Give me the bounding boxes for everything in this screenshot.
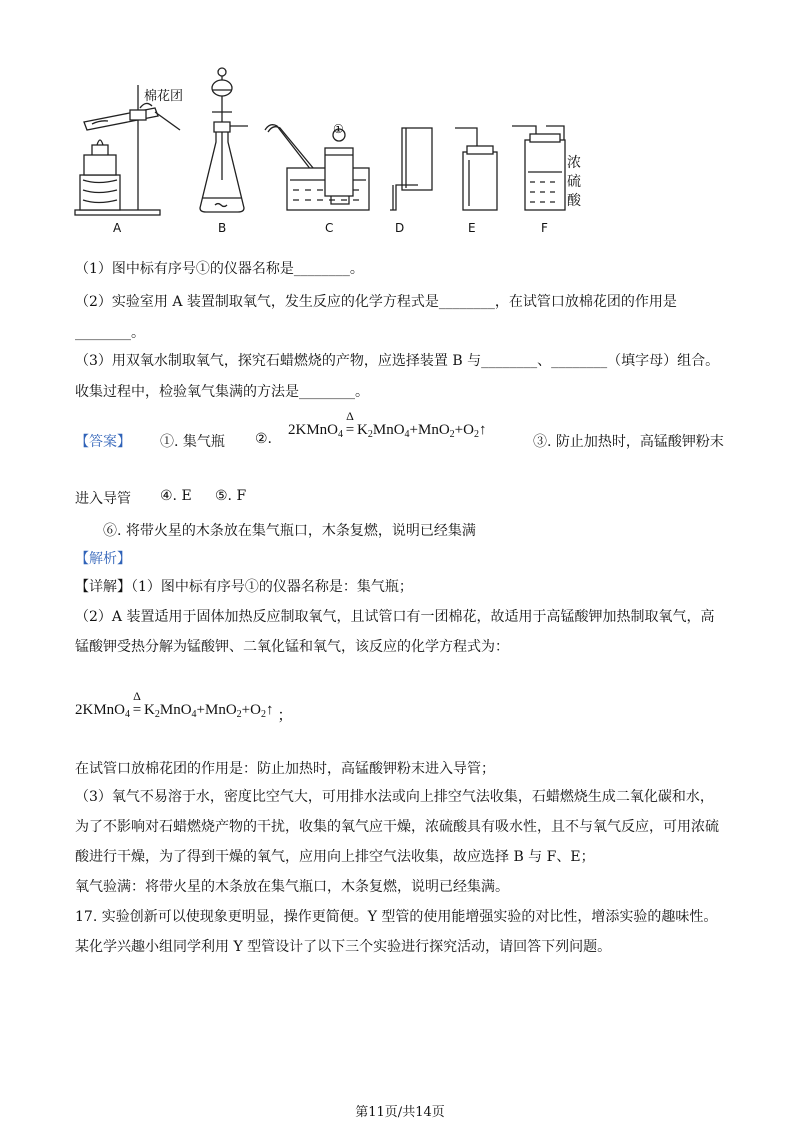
question-2-line-2: ________。	[75, 325, 145, 341]
answer-3: ③. 防止加热时，高锰酸钾粉末	[533, 434, 724, 450]
acid-label-1: 浓	[567, 155, 581, 171]
answer-tag: 【答案】	[75, 434, 131, 450]
label-c: C	[325, 221, 334, 235]
analysis-line-3: 锰酸钾受热分解为锰酸钾、二氧化锰和氧气，该反应的化学方程式为：	[75, 639, 509, 655]
label-d: D	[395, 221, 405, 235]
answer-1: ①. 集气瓶	[160, 434, 225, 450]
analysis-line-4: 在试管口放棉花团的作用是：防止加热时，高锰酸钾粉末进入导管；	[75, 761, 495, 777]
question-2-line-1: （2）实验室用 A 装置制取氧气，发生反应的化学方程式是________，在试管口放棉花团的作用是	[75, 294, 677, 310]
answer-4: ④. E	[160, 488, 192, 504]
marker-circled-one: ①	[333, 122, 344, 136]
acid-label-3: 酸	[567, 193, 581, 209]
analysis-equation: 2KMnO$_4$ Δ = $K_2MnO_4+MnO_2+O_2↑$ ；	[75, 689, 293, 724]
page-footer: 第11页/共14页	[355, 1105, 445, 1120]
apparatus-f	[512, 126, 565, 210]
answer-3-cont: 进入导管	[75, 491, 131, 507]
eq-reactant: 2KMnO	[288, 422, 339, 438]
label-b: B	[218, 221, 227, 235]
apparatus-d	[390, 128, 432, 210]
apparatus-b	[200, 68, 248, 212]
answer-2-prefix: ②.	[255, 431, 273, 447]
answer-equation: 2KMnO$_4$ Δ = $K_2MnO_4+MnO_2+O_2↑$	[288, 409, 487, 440]
question-1: （1）图中标有序号①的仪器名称是________。	[75, 261, 364, 277]
analysis-line-6: 为了不影响对石蜡燃烧产物的干扰，收集的氧气应干燥，浓硫酸具有吸水性，且不与氧气反应，可用浓硫	[75, 819, 719, 835]
question-17-line-1: 17. 实验创新可以使现象更明显，操作更简便。Y 型管的使用能增强实验的对比性，增添实验的趣味性。	[75, 909, 718, 925]
apparatus-a	[75, 85, 180, 215]
acid-label-2: 硫	[567, 174, 581, 190]
label-a: A	[113, 221, 122, 235]
answer-6: ⑥. 将带火星的木条放在集气瓶口，木条复燃，说明已经集满	[103, 523, 476, 539]
analysis-tag: 【解析】	[75, 551, 131, 567]
answer-5: ⑤. F	[215, 488, 247, 504]
analysis-line-7: 酸进行干燥，为了得到干燥的氧气，应用向上排空气法收集，故应选择 B 与 F、E；	[75, 849, 595, 865]
label-f: F	[541, 221, 548, 235]
analysis-line-1: 【详解】（1）图中标有序号①的仪器名称是：集气瓶；	[75, 579, 413, 595]
apparatus-e	[455, 128, 497, 210]
question-3-line-1: （3）用双氧水制取氧气，探究石蜡燃烧的产物，应选择装置 B 与________、________（填字母）组合。	[75, 353, 720, 369]
analysis-line-2: （2）A 装置适用于固体加热反应制取氧气，且试管口有一团棉花，故适用于高锰酸钾加热制取氧气，高	[75, 609, 715, 625]
analysis-line-5: （3）氧气不易溶于水，密度比空气大，可用排水法或向上排空气法收集，石蜡燃烧生成二氧化碳和水，	[75, 789, 714, 805]
analysis-eq-yields: Δ =	[132, 689, 142, 718]
cotton-label: 棉花团	[144, 89, 184, 104]
apparatus-figure	[70, 60, 590, 240]
apparatus-c	[265, 125, 369, 210]
question-3-line-2: 收集过程中，检验氧气集满的方法是________。	[75, 384, 369, 400]
eq-yields: Δ =	[345, 409, 355, 438]
question-17-line-2: 某化学兴趣小组同学利用 Y 型管设计了以下三个实验进行探究活动，请回答下列问题。	[75, 939, 612, 955]
analysis-line-8: 氧气验满：将带火星的木条放在集气瓶口，木条复燃，说明已经集满。	[75, 879, 509, 895]
label-e: E	[468, 221, 476, 235]
